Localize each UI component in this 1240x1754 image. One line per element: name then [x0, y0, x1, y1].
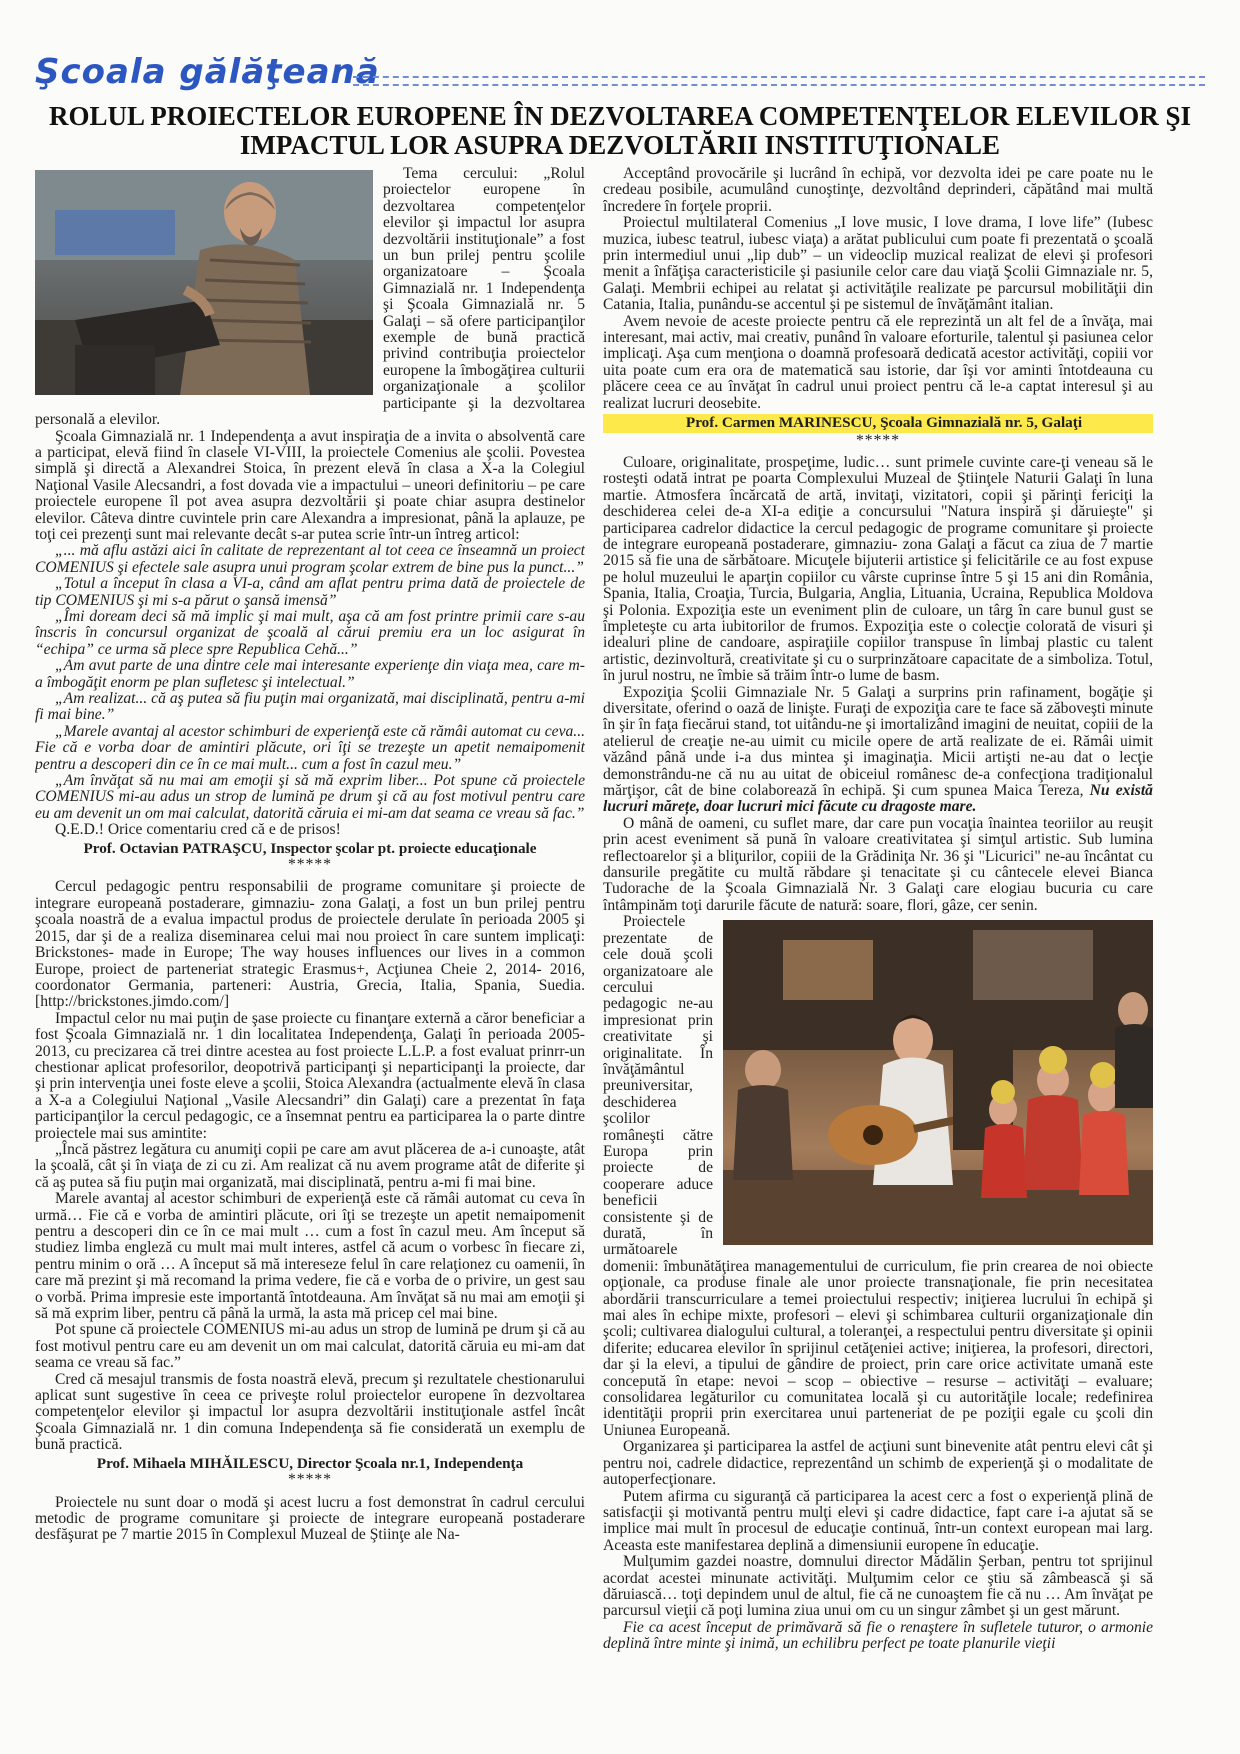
paragraph: Avem nevoie de aceste proiecte pentru că ele reprezintă un alt fel de a învăţa, mai interesant, mai activ, mai creativ, punând în valoare eforturile, talentul şi pasiunea celor implicaţi. Aşa cum menţiona o doamnă profesoară dedicată acestor activităţi, copiii vor uita poate cum era ora de matematică sau istorie, dar îşi vor aminti întotdeauna cu plăcere ceea ce au învăţat în cadrul unui proiect pentru că le-a captat interesul şi au realizat lucruri deosebite. — [603, 312, 1153, 412]
paragraph: Şcoala Gimnazială nr. 1 Independenţa a avut inspiraţia de a invita o absolventă care a participat, elevă fiind în clasele VI-VIII, la proiectele Comenius ale şcolii. Povestea simplă şi directă a Alexandrei Stoica, în prezent elevă în clasa a X-a la Colegiul Naţional Vasile Alecsandri, a fost dovada vie a impactului – uneori definitoriu – pe care proiectele europene îl pot avea asupra dezvoltării şi poate chiar asupra destinelor elevilor. Câteva dintre cuvintele prin care Alexandra a impresionat, până la aplauze, pe toţi cei prezenţi sunt mai relevante decât s-ar putea scrie într-un întreg articol: — [35, 427, 585, 543]
paragraph: Proiectul multilateral Comenius „I love music, I love drama, I love life” (Iubesc muzica, iubesc teatrul, iubesc viaţa) a arătat publicului cum poate fi prezentată o şcoală prin intermediul unui „lip dub” – un videoclip muzical realizat de elevi şi profesori menit a înfăţişa caracteristicile şi pasiunile celor care dau viaţă Şcolii Gimnaziale nr. 5, Galaţi. Membrii echipei au relatat şi activităţile realizate pe parcursul mobilităţii din Catania, Italia, punându-se accentul şi pe sistemul de învăţământ italian. — [603, 214, 1153, 314]
quote: „Am realizat... că aş putea să fiu puţin mai organizată, mai disciplinată, pentru a-mi fi mai bine.” — [35, 690, 585, 724]
paragraph: O mână de oameni, cu suflet mare, dar care pun vocaţia înaintea teoriilor au reuşit prin acest eveniment să pună în valoare creativitatea şi simţul artistic. Sub lumina reflectoarelor şi a bliţurilor, copiii de la Grădiniţa Nr. 36 şi "Licurici" ne-au încântat cu dansurile pregătite cu multă răbdare şi tenacitate şi cu cântecele elevei Bianca Tudorache de la Şcoala Gimnazială Nr. 3 Galaţi care elogiau bucuria cu care întâmpinăm toţi darurile făcute de natură: soare, flori, gâze, cer senin. — [603, 814, 1153, 914]
masthead — [35, 52, 1205, 92]
quote: „Am învăţat să nu mai am emoţii şi să mă exprim liber... Pot spune că proiectele COMENIUS mi-au adus un strop de lumină pe drum şi că au fost motivul pentru care eu am devenit un om mai calculat, datorită căruia ei mi-am dat seama ce vreau să fac.” — [35, 772, 585, 822]
paragraph: Pot spune că proiectele COMENIUS mi-au adus un strop de lumină pe drum şi că au fost motivul pentru care eu am devenit un om mai calculat, datorită căruia eu mi-am dat seama ce vreau să fac.” — [35, 1321, 585, 1372]
author-signature-highlighted: Prof. Carmen MARINESCU, Şcoala Gimnazială nr. 5, Galaţi — [603, 414, 1153, 432]
paragraph: Proiectele nu sunt doar o modă şi acest lucru a fost demonstrat în cadrul cercului metodic de programe comunitare şi proiecte de integrare europeană postaderare desfăşurat pe 7 martie 2015 în Complexul Muzeal de Ştiinţe ale Na- — [35, 1493, 585, 1544]
paragraph: Cred că mesajul transmis de fosta noastră elevă, precum şi rezultatele chestionarului aplicat sunt sugestive în ceea ce priveşte rolul proiectelor europene în dezvoltarea competenţelor elevilor şi impactul lor asupra dezvoltării instituţionale astfel încât Şcoala Gimnazială nr. 1 din comuna Independenţa să fie considerată un exemplu de bună practică. — [35, 1370, 585, 1454]
quote-bold: Nu există lucruri mărețe, doar lucruri mici făcute cu dragoste mare. — [603, 782, 1153, 816]
quote: „Totul a început în clasa a VI-a, când am aflat pentru prima dată de proiectele de tip COMENIUS şi mi s-a părut o şansă imensă” — [35, 575, 585, 609]
performance-photo-illustration — [723, 920, 1153, 1245]
paragraph: Cercul pedagogic pentru responsabilii de programe comunitare şi proiecte de integrare europeană postaderare, gimnaziu- zona Galaţi, a fost un bun prilej pentru şcoala noastră de a evalua impactul produs de proiectele derulate în perioada 2005 şi 2015, dar şi de a realiza diseminarea celui mai nou proiect în care suntem implicaţi: Brickstones- made in Europe; The way houses influences our lives in a common Europe, proiect de parteneriat strategic Erasmus+, Acţiunea Cheie 2, 2014- 2016, coordonator Germania, parteneri: Austria, Grecia, Italia, Spania, Suedia. [http://brickstones.jimdo.com/] — [35, 878, 585, 1011]
section-separator: ***** — [288, 1471, 332, 1489]
quote: „Marele avantaj al acestor schimburi de experienţă este că rămâi automat cu ceva... Fie că e vorba doar de amintiri plăcute, ori îţi se trezeşte un apetit nemaipomenit pentru a descoperi din ce în ce mai mult... cum a fost în cazul meu.” — [35, 722, 585, 773]
paragraph: Impactul celor nu mai puţin de şase proiecte cu finanţare externă a căror beneficiar a fost Şcoala Gimnazială nr. 1 din localitatea Independenţa, Galaţi în perioada 2005- 2013, cu precizarea că trei dintre acestea au fost proiecte L.L.P. a fost evaluat prinrr-un chestionar aplicat profesorilor, deopotrivă participanţi şi neparticipanţi la proiecte, dar şi prin intervenţia unei foste eleve a şcolii, Stoica Alexandra (actualmente elevă în clasa a X-a a Colegiului Naţional „Vasile Alecsandri” din Galaţi) care a prezentat în faţa participanţilor la cercul pedagogic, ce a însemnat pentru ea participarea la o parte dintre proiectele mai sus amintite: — [35, 1009, 585, 1142]
right-column — [603, 166, 1153, 1746]
paragraph: Acceptând provocările şi lucrând în echipă, vor dezvolta idei pe care poate nu le credeau posibile, acumulând cunoştinţe, dezvoltând deprinderi, căpătând mai multă încredere în forţele proprii. — [603, 166, 1153, 215]
section-title: Şcoala gălăţeană — [35, 52, 380, 92]
paragraph: Culoare, originalitate, prospeţime, ludic… sunt primele cuvinte care-ţi veneau să le rosteşti odată intrat pe poarta Complexului Muzeal de Ştiinţele Naturii Galaţi în luna martie. Atmosfera încărcată de artă, invitaţi, vizitatori, copii şi părinţi fericiţi la deschiderea celei de-a XI-a ediţie a concursului "Natura inspiră şi dăruieşte" şi participarea cadrelor didactice la cercul pedagogic de programe comunitare şi proiecte de integrare europeană postaderare, gimnaziu- zona Galaţi a făcut ca ziua de 7 martie 2015 să fie una de sărbătoare. Micuţele bijuterii artistice şi felicitările ce au fost expuse pe holul muzeului le aparţin copiilor cu vârste cuprinse între 5 şi 15 ani din România, Spania, Italia, Croaţia, Turcia, Bulgaria, Anglia, Lituania, Ucraina, Republica Moldova şi Polonia. Expoziţia este un eveniment plin de culoare, un târg în care bunul gust se împleteşte cu arta iubitorilor de frumos. Expoziţia este o colecţie colorată de visuri şi idealuri pline de candoare, aspiraţiile copiilor transpuse în limbaj plastic cu talent artistic, dezinvoltură, creativitate şi cu o surprinzătoare capacitate de a simboliza. Totul, în jurul nostru, ne îmbie să trăim într-o lume de basm. — [603, 453, 1153, 685]
author-signature: Prof. Octavian PATRAŞCU, Inspector şcolar pt. proiecte educaţionale — [83, 839, 537, 857]
article-headline: ROLUL PROIECTELOR EUROPENE ÎN DEZVOLTAREA COMPETENŢELOR ELEVILOR ŞI IMPACTUL LOR ASUPRA DEZVOLTĂRII INSTITUŢIONALE — [49, 101, 1191, 160]
paragraph: Fie ca acest început de primăvară să fie o renaştere în sufletele tuturor, o armonie deplină între minte şi inimă, un echilibru perfect pe toate planurile vieţii — [603, 1618, 1153, 1653]
section-separator: ***** — [856, 431, 900, 449]
decorative-dashed-rule — [353, 76, 1205, 86]
photo-guitarist-and-children — [723, 920, 1153, 1245]
paragraph: Marele avantaj al acestor schimburi de experienţă este că rămâi automat cu ceva în urmă… Fie că e vorba de amintiri plăcute, ori îţi se trezeşte un apetit nemaipomenit pentru a descoperi din ce în ce mai mult … cum a fost în cazul meu. Am început să studiez limba engleză cu mult mai mult interes, astfel că acum o vorbesc în fiecare zi, pentru minim o oră … A început să mă intereseze felul în care relaţionez cu oamenii, în care mă prezint şi mă recomand la prima vedere, fie că e vorba de o privire, un gest sau o vorbă. Prima impresie este importantă întotdeauna. Am învăţat să nu mai am emoţii şi să mă exprim liber, pentru că până la urmă, la asta mă pricep cel mai bine. — [35, 1190, 585, 1323]
paragraph: Tema cercului: „Rolul proiectelor europene în dezvoltarea competenţelor elevilor şi impactul lor asupra dezvoltării instituţionale” a fost un bun prilej pentru şcolile organizatoare – Şcoala Gimnazială nr. 1 Independenţa şi Şcoala Gimnazială nr. 5 Galaţi – să ofere participanţilor exemple de bună practică privind contribuţia proiectelor europene la îmbogăţirea culturii organizaţionale a şcolilor participante şi la dezvoltarea personală a elevilor. — [35, 166, 585, 429]
left-column — [35, 166, 585, 1746]
section-separator: ***** — [288, 856, 332, 874]
photo-speaker-at-podium — [35, 170, 373, 395]
quote: „Am avut parte de una dintre cele mai interesante experienţe din viaţa mea, care m-a îmbogăţit enorm pe plan sufletesc şi intelectual.” — [35, 657, 585, 691]
paragraph: Mulţumim gazdei noastre, domnului director Mădălin Şerban, pentru tot sprijinul acordat acestei minunate activităţi. Mulţumim celor ce ştiu să zâmbească şi să dăruiască… toţi depindem unul de altul, fie că ne cunoaştem fie că nu … Am învăţat pe parcursul vieţii că poţi lumina ziua unui om cu un singur zâmbet şi un gest mărunt. — [603, 1553, 1153, 1620]
paragraph: Organizarea şi participarea la astfel de acţiuni sunt binevenite atât pentru elevi cât şi pentru noi, cadrele didactice, reprezentând un schimb de experienţă şi o modalitate de autoperfecţionare. — [603, 1438, 1153, 1489]
paragraph: Proiectele prezentate de cele două şcoli organizatoare ale cercului pedagogic ne-au impresionat prin creativitate şi originalitate. În învăţământul preuniversitar, deschiderea şcolilor româneşti către Europa prin proiecte de cooperare aduce beneficii consistente şi de durată, în următoarele domenii: îmbunătăţirea managementului de curriculum, fie prin crearea de noi obiecte opţionale, ca produse finale ale unor proiecte transnaţionale, fie prin necesitatea abordării transcurriculare a temei proiectului respectiv; iniţierea lucrului în echipă şi mai ales în echipe mixte, profesori – elevi şi schimbarea culturii organizaţionale din şcoli; cultivarea dialogului cultural, a toleranţei, a respectului pentru diversitate şi opinii diferite; educarea elevilor în sprijinul cetăţeniei active; iniţierea, la profesori, directori, dar şi la elevi, a tipului de gândire de proiect, prin care orice activitate umană este concepută în etape: nevoi – scop – obiective – resurse – activităţi – evaluare; consolidarea legăturilor cu comunitatea locală şi cu autorităţile locale; redefinirea identităţii proprii prin exercitarea unui parteneriat de pe poziţii egale cu şcoli din Uniunea Europeană. — [603, 913, 1153, 1439]
quote: „... mă aflu astăzi aici în calitate de reprezentant al tot ceea ce înseamnă un proiect COMENIUS şi efectele sale asupra unui program şcolar extrem de bine pus la punct...” — [35, 542, 585, 576]
paragraph — [603, 685, 1153, 816]
quote: „Îmi doream deci să mă implic şi mai mult, aşa că am fost printre primii care s-au înscris în concursul organizat de şcoală al cărui premiu era un loc asigurat în “echipa” ce urma să plece spre Republica Cehă...” — [35, 607, 585, 658]
speaker-photo-illustration — [35, 170, 373, 395]
author-signature: Prof. Mihaela MIHĂILESCU, Director Şcoala nr.1, Independenţa — [96, 1454, 524, 1472]
paragraph: Putem afirma cu siguranţă că participarea la acest cerc a fost o experienţă plină de satisfacţii şi motivantă pentru mulţi elevi şi cadre didactice, fapt care i-a ajutat să se implice mai mult în procesul de educaţie continuă, într-un context european mai larg. Aceasta este manifestarea deplină a dimensiunii europene în educaţie. — [603, 1487, 1153, 1554]
paragraph: „Încă păstrez legătura cu anumiţi copii pe care am avut plăcerea de a-i cunoaşte, atât la şcoală, cât şi în viaţa de zi cu zi. Am realizat că nu avem programe atât de diferite şi că aş putea să fiu puţin mai organizată, mai disciplinată, pentru a-mi fi mai bine. — [35, 1140, 585, 1191]
paragraph: Q.E.D.! Orice comentariu cred că e de prisos! — [55, 821, 341, 839]
paragraph-text: Expoziţia Şcolii Gimnaziale Nr. 5 Galaţi a surprins prin rafinament, bogăţie şi diversitate, oferind o oază de linişte. Furaţi de expoziţia care te face să zăboveşti minute în şir în faţa fiecărui stand, tot uitându-ne şi imortalizând imagini de neuitat, copiii de la atelierul de creaţie ne-au uimit cu micile opere de artă realizate de ei. Rămâi uimit văzând până unde i-a dus mintea şi imaginaţia. Micii artişti ne-au dat o lecţie demonstrându-ne că nu au uitat de obiceiul românesc de-a confecţiona tradiţionalul mărţişor, cât de bine colaborează în echipă. Şi cum spunea Maica Tereza, — [603, 683, 1153, 800]
